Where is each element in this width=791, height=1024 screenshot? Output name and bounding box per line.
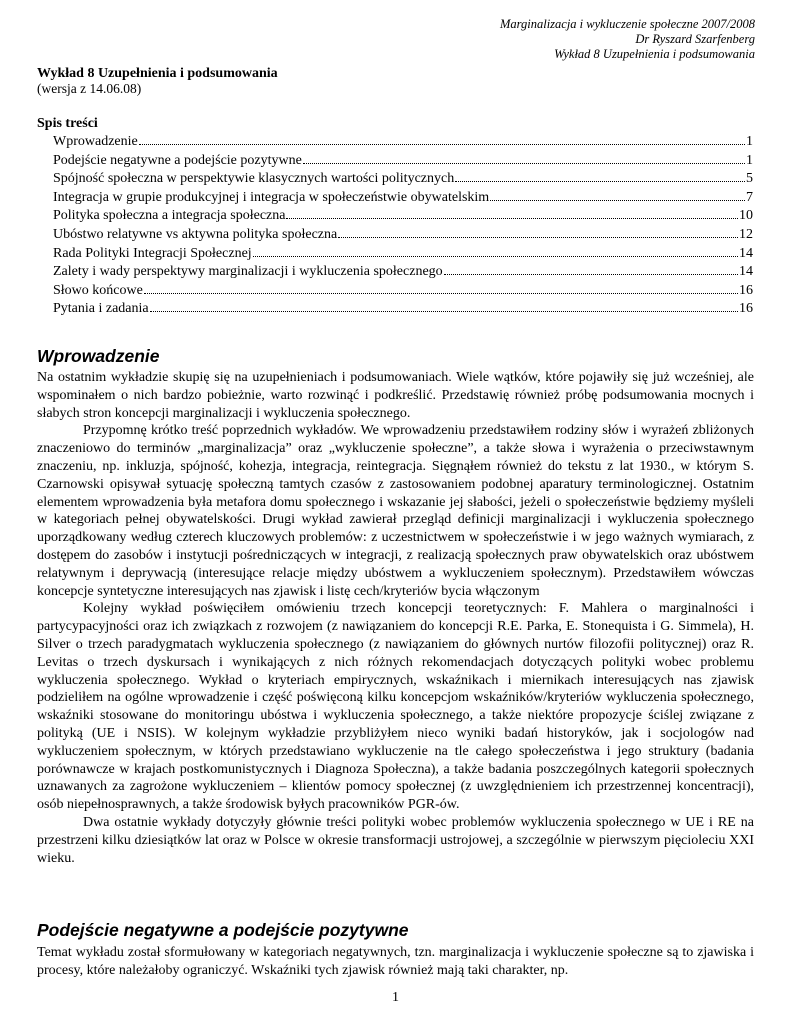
- toc-entry-title: Podejście negatywne a podejście pozytywne: [53, 152, 302, 168]
- toc-leader: [455, 180, 745, 182]
- toc-entry-rada[interactable]: [53, 245, 753, 264]
- toc-leader: [139, 143, 745, 145]
- header-author-line: Dr Ryszard Szarfenberg: [635, 32, 755, 46]
- toc-entry-spojnosc[interactable]: [53, 170, 753, 189]
- toc-entry-wprowadzenie[interactable]: [53, 133, 753, 152]
- paragraph: Temat wykładu został sformułowany w kategoriach negatywnych, tzn. marginalizacja i wykluczenie społeczne są to zjawiska i procesy, które należałoby ograniczyć. Wskaźniki tych zjawisk również mają taki charakter, np.: [37, 945, 754, 978]
- toc-entry-pytania[interactable]: [53, 300, 753, 319]
- toc-leader: [303, 162, 745, 164]
- paragraph: Kolejny wykład poświęciłem omówieniu trzech koncepcji teoretycznych: F. Mahlera o marginalności i partycypacyjności oraz ich związkach z rozwojem (z nawiązaniem do koncepcji R.E. Parka, E. Stonequista i G. Simmela), H. Silver o trzech paradygmatach wykluczenia społecznego (z nawiązaniem do głównych nurtów filozofii politycznej) oraz R. Levitas o trzech dyskursach i wynikających z nich różnych rekomendacjach dotyczących polityki wobec problemu wykluczenia społecznego. Wykład o kryteriach empirycznych, wskaźnikach i miernikach interesujących nas zjawisk podzieliłem na ogólne wprowadzenie i część poświęconą kilku koncepcjom wskaźników/kryteriów wykluczenia społecznego, wskaźniki stosowane do monitoringu ubóstwa i wykluczenia społecznego, a także niektóre propozycje ściślej związane z polityką (UE i NSIS). W kolejnym wykładzie przybliżyłem nieco wyniki badań historyków, jak i socjologów nad wykluczeniem społecznym, w których przedstawiano wykluczenie na tle całego społeczeństwa i jego struktury (badania porównawcze w krajach postkomunistycznych i Diagnoza Społeczna), a także badania poszczególnych kategorii społecznych uznawanych za zagrożone wykluczeniem – klientów pomocy społecznej (z uwzględnieniem ich przestrzennej koncentracji), osób niepełnosprawnych, a także środowisk byłych pracowników PGR-ów.: [37, 601, 754, 813]
- toc-leader: [490, 199, 745, 201]
- section-body-wprowadzenie: [37, 369, 754, 867]
- section-heading-podejscie: Podejście negatywne a podejście pozytywne: [37, 920, 409, 940]
- toc-entry-page: 16: [739, 301, 753, 317]
- toc-leader: [144, 292, 738, 294]
- toc-entry-page: 12: [739, 226, 753, 242]
- header-course-line: Marginalizacja i wykluczenie społeczne 2007/2008: [499, 17, 755, 31]
- toc-leader: [150, 310, 738, 312]
- toc-entry-ubostwo[interactable]: [53, 226, 753, 245]
- toc-entry-title: Ubóstwo relatywne vs aktywna polityka społeczna: [53, 226, 338, 242]
- document-version: (wersja z 14.06.08): [37, 81, 142, 96]
- toc-entry-page: 1: [746, 152, 753, 168]
- paragraph: Na ostatnim wykładzie skupię się na uzupełnieniach i podsumowaniach. Wiele wątków, które pojawiły się już wcześniej, ale wspominałem o nich bardzo pobieżnie, warto rozwinąć i podkreślić. Przedstawię również próbę podsumowania mocnych i słabych stron koncepcji marginalizacji i wykluczenia społecznego.: [37, 370, 754, 421]
- toc-entry-page: 5: [746, 171, 753, 187]
- toc-entry-title: Rada Polityki Integracji Społecznej: [53, 245, 252, 261]
- toc-leader: [338, 236, 738, 238]
- toc-entry-page: 14: [739, 264, 753, 280]
- toc-leader: [286, 217, 738, 219]
- section-heading-wprowadzenie: Wprowadzenie: [37, 346, 160, 366]
- toc-entry-title: Pytania i zadania: [53, 301, 149, 317]
- toc-entry-podejscie[interactable]: [53, 152, 753, 171]
- toc-leader: [253, 255, 738, 257]
- toc-entry-slowo[interactable]: [53, 282, 753, 301]
- toc-entry-page: 14: [739, 245, 753, 261]
- section-body-podejscie: [37, 944, 754, 980]
- toc-entry-page: 16: [739, 282, 753, 298]
- toc-entry-integracja[interactable]: [53, 189, 753, 208]
- toc-entry-title: Polityka społeczna a integracja społeczna: [53, 208, 286, 224]
- toc-entry-page: 10: [739, 208, 753, 224]
- toc-entry-zalety[interactable]: [53, 263, 753, 282]
- toc-entry-title: Integracja w grupie produkcyjnej i integracja w społeczeństwie obywatelskim: [53, 189, 490, 205]
- paragraph: Przypomnę krótko treść poprzednich wykładów. We wprowadzeniu przedstawiłem rodziny słów i wyrażeń zbliżonych znaczeniowo do terminów „marginalizacja” oraz „wykluczenie społeczne”, a także słowa i wyrażenia o przeciwstawnym znaczeniu, np. inkluzja, spójność, kohezja, integracja, reintegracja. Sięgnąłem również do tekstu z lat 1930., w którym S. Czarnowski opisywał sytuację społeczną tamtych czasów z zastosowaniem podobnej aparatury terminologicznej. Ostatnim elementem wprowadzenia była metafora domu społecznego i wskazanie jej słabości, jeżeli o społeczeństwie będziemy myśleli w kategoriach pełnej obywatelskości. Drugi wykład zawierał przegląd definicji marginalizacji i wykluczenia społecznego uporządkowany według czterech kluczowych problemów: z uczestnictwem w społeczeństwie i w jego ważnych wymiarach, z dostępem do zasobów i instytucji pośredniczących w integracji, z realizacją społecznych praw obywatelskich oraz ubóstwem relatywnym i deprywacją (interesujące relacje między ubóstwem a wykluczeniem społecznym). Przedstawiłem wówczas koncepcje syntetyczne interesujących nas zjawisk i listę cech/kryteriów bycia włączonym: [37, 423, 754, 599]
- toc-entry-page: 7: [746, 189, 753, 205]
- table-of-contents: [53, 133, 753, 319]
- toc-entry-page: 1: [746, 134, 753, 149]
- document-title: Wykład 8 Uzupełnienia i podsumowania: [37, 66, 278, 81]
- toc-entry-title: Spójność społeczna w perspektywie klasycznych wartości politycznych: [53, 171, 455, 187]
- toc-entry-title: Wprowadzenie: [53, 134, 138, 149]
- paragraph: Dwa ostatnie wykłady dotyczyły głównie treści polityki wobec problemów wykluczenia społecznego w UE i RE na przestrzeni kilku dziesiątków lat oraz w Polsce w okresie transformacji ustrojowej, a szczególnie w pierwszym pięcioleciu XXI wieku.: [37, 814, 754, 866]
- toc-leader: [444, 273, 738, 275]
- running-header: [500, 17, 755, 62]
- header-lecture-line: Wykład 8 Uzupełnienia i podsumowania: [554, 47, 755, 61]
- page-number: 1: [392, 990, 399, 1005]
- toc-heading: Spis treści: [37, 116, 98, 131]
- toc-entry-title: Zalety i wady perspektywy marginalizacji i wykluczenia społecznego: [53, 264, 443, 280]
- toc-entry-title: Słowo końcowe: [53, 282, 143, 298]
- toc-entry-polityka[interactable]: [53, 207, 753, 226]
